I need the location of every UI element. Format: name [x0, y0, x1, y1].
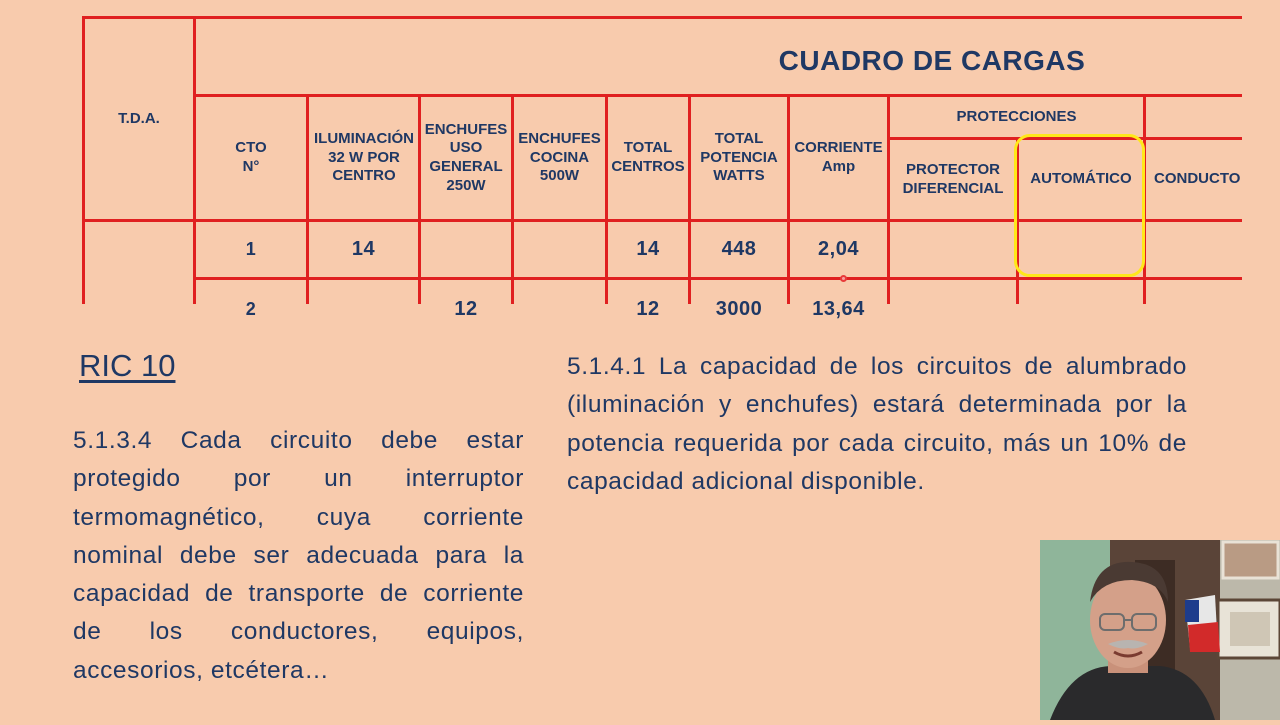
- row2-total-centros: 12: [636, 297, 660, 320]
- table-rule-row1: [193, 277, 1242, 280]
- ric-heading: RIC 10: [79, 348, 176, 383]
- enchufes-general-header: ENCHUFES USO GENERAL 250W: [424, 120, 508, 194]
- protecciones-header: PROTECCIONES: [956, 107, 1077, 125]
- table-title: CUADRO DE CARGAS: [778, 44, 1086, 76]
- row1-iluminacion: 14: [351, 238, 376, 260]
- enchufes-cocina-header: ENCHUFES COCINA 500W: [518, 129, 601, 185]
- automatico-header: AUTOMÁTICO: [1030, 170, 1132, 188]
- row1-total-centros: 14: [636, 238, 660, 260]
- row1-enchufes-cocina: [514, 222, 605, 277]
- row1-cto: 1: [245, 239, 257, 260]
- row2-enchufes-general: 12: [454, 297, 478, 320]
- tda-header: T.D.A.: [118, 109, 160, 127]
- load-table: [82, 16, 1242, 320]
- presenter-webcam: [1040, 540, 1280, 720]
- automatico-highlight: [1014, 134, 1145, 277]
- row2-total-potencia: 3000: [715, 297, 763, 320]
- table-border-top: [82, 16, 1242, 19]
- presenter-video-image: [1040, 540, 1280, 720]
- pointer-dot-icon: [840, 275, 847, 282]
- corriente-header: CORRIENTE Amp: [794, 139, 883, 175]
- protector-diferencial-header: PROTECTOR DIFERENCIAL: [902, 160, 1004, 197]
- row2-corriente: 13,64: [812, 297, 865, 320]
- row1-corriente: 2,04: [818, 238, 859, 260]
- ric-paragraph-5141: 5.1.4.1 La capacidad de los circuitos de alumbrado (iluminación y enchufes) estará determinada por la potencia requerida por cada circuito, más un 10% de capacidad adicional disponible.: [567, 353, 1187, 495]
- cto-header: CTO N°: [235, 139, 267, 175]
- row1-total-potencia: 448: [721, 238, 757, 260]
- ric-paragraph-5134: 5.1.3.4 Cada circuito debe estar protegido por un interruptor termomagnético, cuya corriente nominal debe ser adecuada para la capacidad de transporte de corriente de los conductores, equipos, accesorios, etcétera…: [73, 427, 524, 684]
- total-potencia-header: TOTAL POTENCIA WATTS: [700, 129, 778, 185]
- total-centros-header: TOTAL CENTROS: [611, 139, 685, 175]
- iluminacion-header: ILUMINACIÓN 32 W POR CENTRO: [314, 129, 414, 185]
- conductor-header: CONDUCTO: [1154, 170, 1241, 188]
- row2-cto: 2: [245, 298, 257, 319]
- row1-enchufes-general: [421, 222, 511, 277]
